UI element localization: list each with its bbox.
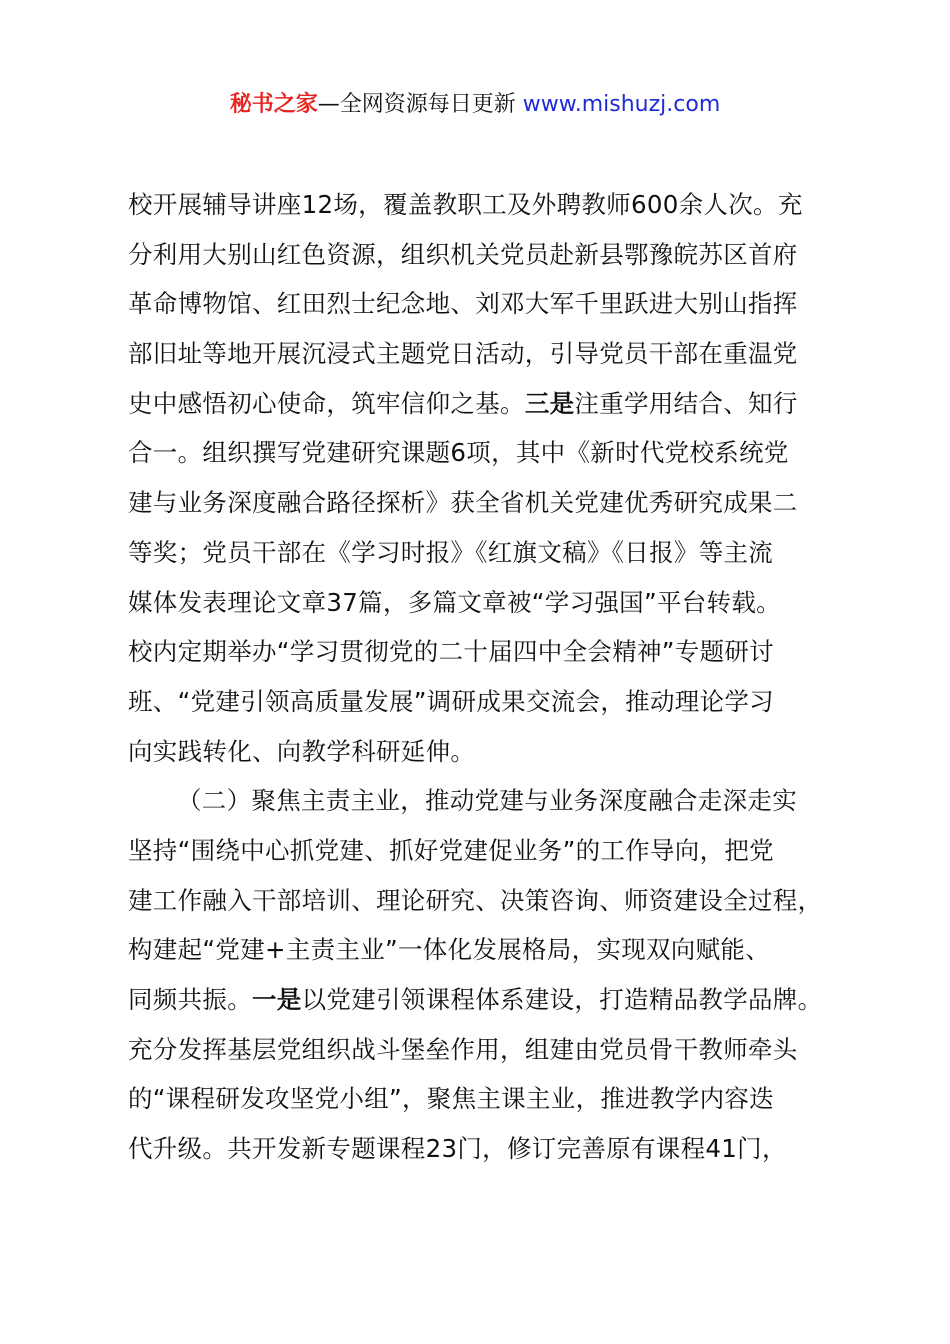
text-line: 建与业务深度融合路径探析》获全省机关党建优秀研究成果二 [128,488,798,518]
text-line: 向实践转化、向教学科研延伸。 [128,736,476,766]
text-line: 构建起“党建+主责主业”一体化发展格局，实现双向赋能、 [128,935,771,965]
text-line: 代升级。共开发新专题课程23门，修订完善原有课程41门， [128,1134,787,1164]
text-line: 建工作融入干部培训、理论研究、决策咨询、师资建设全过程， [128,885,823,915]
page-header [0,88,950,122]
site-brand: 秘书之家 [229,92,318,117]
text-line: 革命博物馆、红田烈士纪念地、刘邓大军千里跃进大别山指挥 [128,289,798,319]
text-line: 的“课程研发攻坚党小组”，聚焦主课主业，推进教学内容迭 [128,1084,774,1114]
emphasis-label: 一是 [252,985,302,1014]
site-tagline: —全网资源每日更新 [317,92,523,117]
text-line: 校开展辅导讲座12场，覆盖教职工及外聘教师600余人次。充 [128,190,803,219]
text-line: 校内定期举办“学习贯彻党的二十届四中全会精神”专题研讨 [128,637,774,667]
text-line: 部旧址等地开展沉浸式主题党日活动，引导党员干部在重温党 [128,339,798,369]
text-line: 合一。组织撰写党建研究课题6项，其中《新时代党校系统党 [128,438,789,468]
emphasis-label: 三是 [524,388,575,418]
text-line: 班、“党建引领高质量发展”调研成果交流会，推动理论学习 [128,686,774,716]
text-line: 等奖；党员干部在《学习时报》《红旗文稿》《日报》等主流 [128,537,774,567]
text-line: 同频共振。一是以党建引领课程体系建设，打造精品教学品牌。 [128,985,823,1014]
site-url[interactable]: www.mishuzj.com [522,92,721,117]
document-body [128,180,848,1174]
text-line: 史中感悟初心使命，筑牢信仰之基。三是注重学用结合、知行 [128,388,798,418]
section-heading: （二）聚焦主责主业，推动党建与业务深度融合走深走实 [177,786,797,816]
text-line: 媒体发表理论文章37篇，多篇文章被“学习强国”平台转载。 [128,587,781,617]
text-line: 充分发挥基层党组织战斗堡垒作用，组建由党员骨干教师牵头 [128,1034,798,1064]
text-line: 坚持“围绕中心抓党建、抓好党建促业务”的工作导向，把党 [128,835,774,865]
text-line: 分利用大别山红色资源，组织机关党员赴新县鄂豫皖苏区首府 [128,239,798,269]
